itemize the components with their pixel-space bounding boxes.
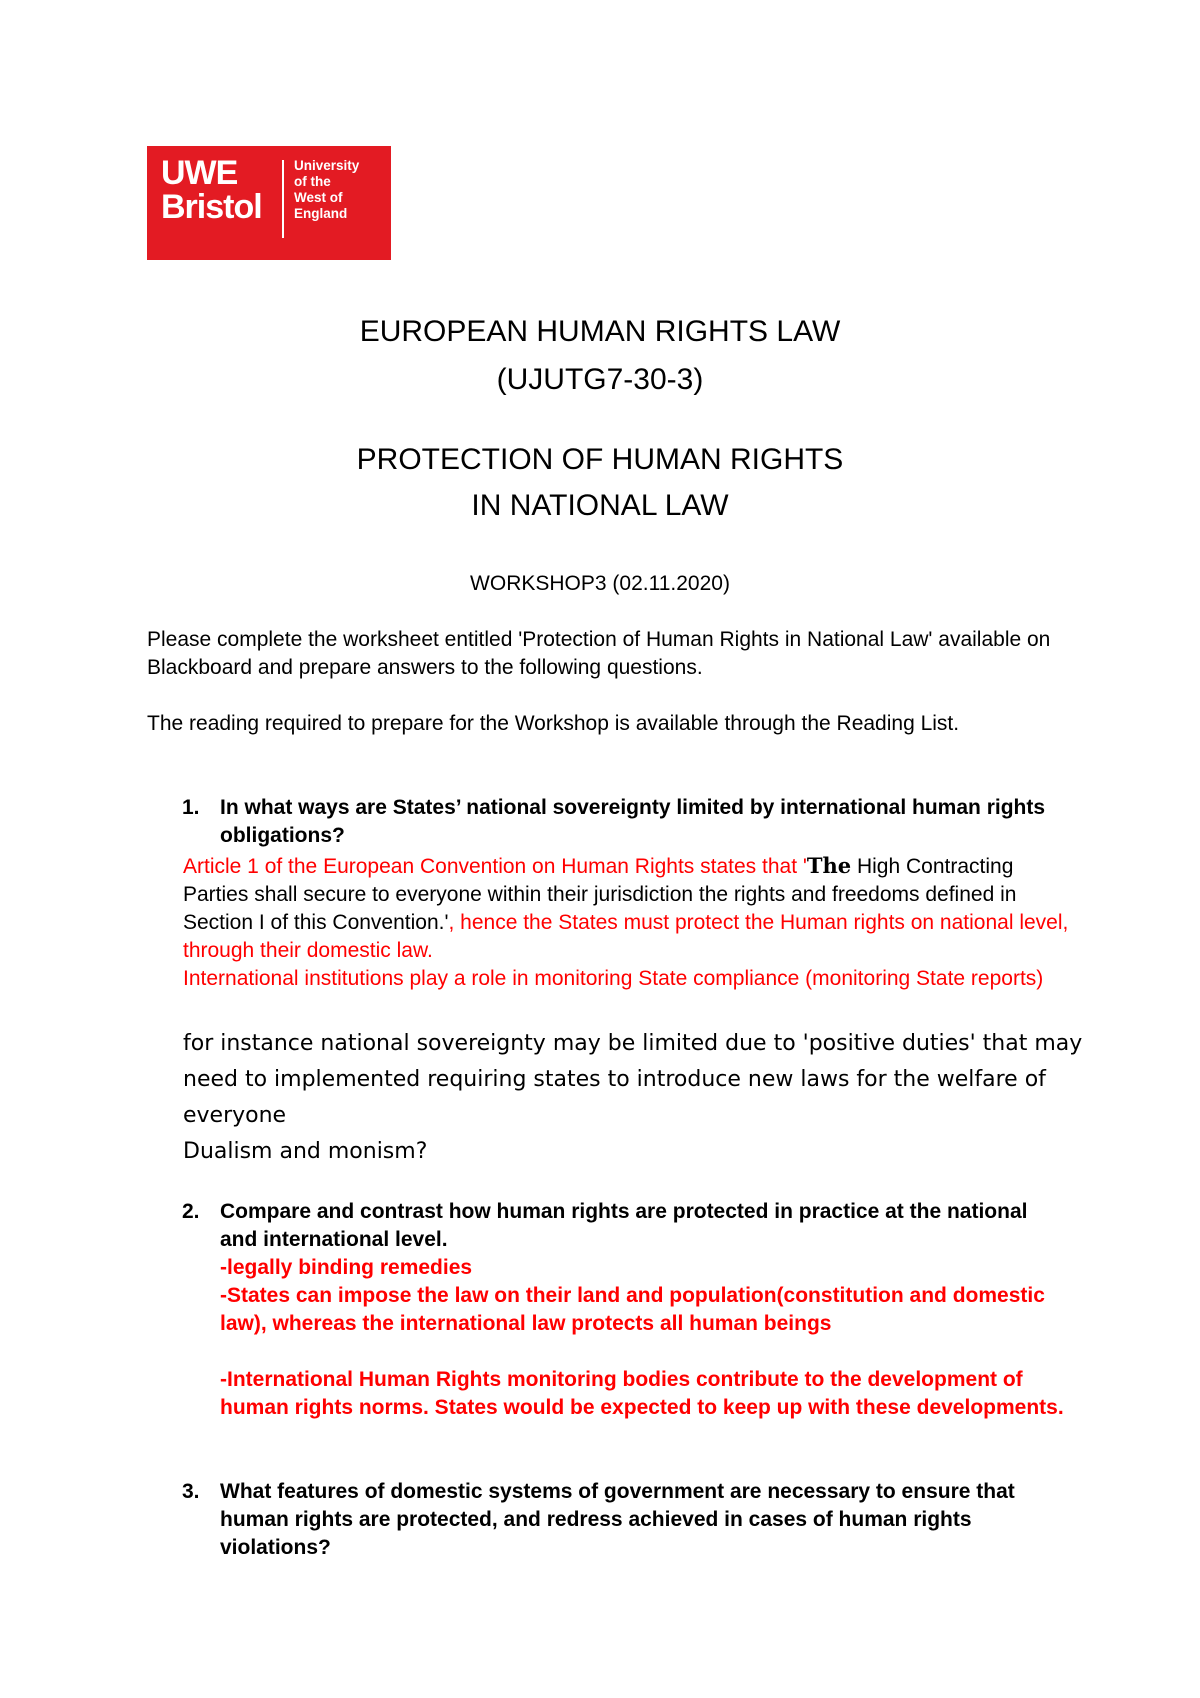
logo-sub-line1: University bbox=[294, 158, 360, 173]
logo-subtitle bbox=[294, 158, 359, 222]
answer-1-conclusion: , hence the States must protect the Human rights on national level, through their domestic law. bbox=[183, 911, 1069, 962]
workshop-date: WORKSHOP3 (02.11.2020) bbox=[470, 572, 730, 595]
question-3-text: What features of domestic systems of government are necessary to ensure that human rights are protected, and redress achieved in cases of human rights violations? bbox=[220, 1480, 1015, 1559]
question-1-text: In what ways are States’ national sovereignty limited by international human rights obligations? bbox=[220, 796, 1046, 847]
logo-brand-line1: UWE bbox=[161, 154, 238, 192]
answer-1-monitoring: International institutions play a role in monitoring State compliance (monitoring State reports) bbox=[183, 967, 1044, 990]
logo-divider bbox=[282, 160, 284, 238]
answer-1-quote: High Contracting Parties shall secure to everyone within their jurisdiction the rights and freedoms defined in Section I of this Convention.' bbox=[183, 855, 1017, 934]
intro-paragraph-1: Please complete the worksheet entitled 'Protection of Human Rights in National Law' available on Blackboard and prepare answers to the following questions. bbox=[147, 628, 1051, 679]
topic-line2: IN NATIONAL LAW bbox=[471, 489, 729, 522]
logo-sub-line3: West of bbox=[294, 190, 343, 205]
intro-paragraph-2: The reading required to prepare for the Workshop is available through the Reading List. bbox=[147, 712, 960, 735]
question-1-answer bbox=[183, 852, 1083, 993]
question-1-notes: for instance national sovereignty may be limited due to 'positive duties' that may need to implemented requiring states to introduce new laws for the welfare of everyone bbox=[183, 1031, 1083, 1128]
answer-1-quote-bold: The bbox=[806, 853, 852, 878]
question-2-text: Compare and contrast how human rights are protected in practice at the national and international level. bbox=[220, 1200, 1028, 1251]
logo-brand-line2: Bristol bbox=[161, 188, 262, 226]
course-code: (UJUTG7-30-3) bbox=[496, 363, 704, 396]
question-2-number: 2. bbox=[182, 1200, 200, 1223]
logo-sub-line2: of the bbox=[294, 174, 331, 189]
topic-line1: PROTECTION OF HUMAN RIGHTS bbox=[356, 443, 844, 476]
course-title: EUROPEAN HUMAN RIGHTS LAW bbox=[359, 315, 841, 348]
answer-2-line1: -legally binding remedies bbox=[220, 1256, 473, 1279]
uwe-bristol-logo bbox=[147, 146, 391, 260]
answer-1-article-ref: Article 1 of the European Convention on Human Rights states that ' bbox=[183, 855, 807, 878]
logo-brand bbox=[161, 156, 262, 224]
question-3-number: 3. bbox=[182, 1480, 200, 1503]
question-1-notes-2: Dualism and monism? bbox=[183, 1139, 428, 1164]
question-1-number: 1. bbox=[182, 796, 200, 819]
answer-2-line3: -International Human Rights monitoring bodies contribute to the development of human rights norms. States would be expected to keep up with these developments. bbox=[220, 1368, 1064, 1419]
answer-2-line2: -States can impose the law on their land and population(constitution and domestic law), whereas the international law protects all human beings bbox=[220, 1284, 1045, 1335]
logo-sub-line4: England bbox=[294, 206, 348, 221]
